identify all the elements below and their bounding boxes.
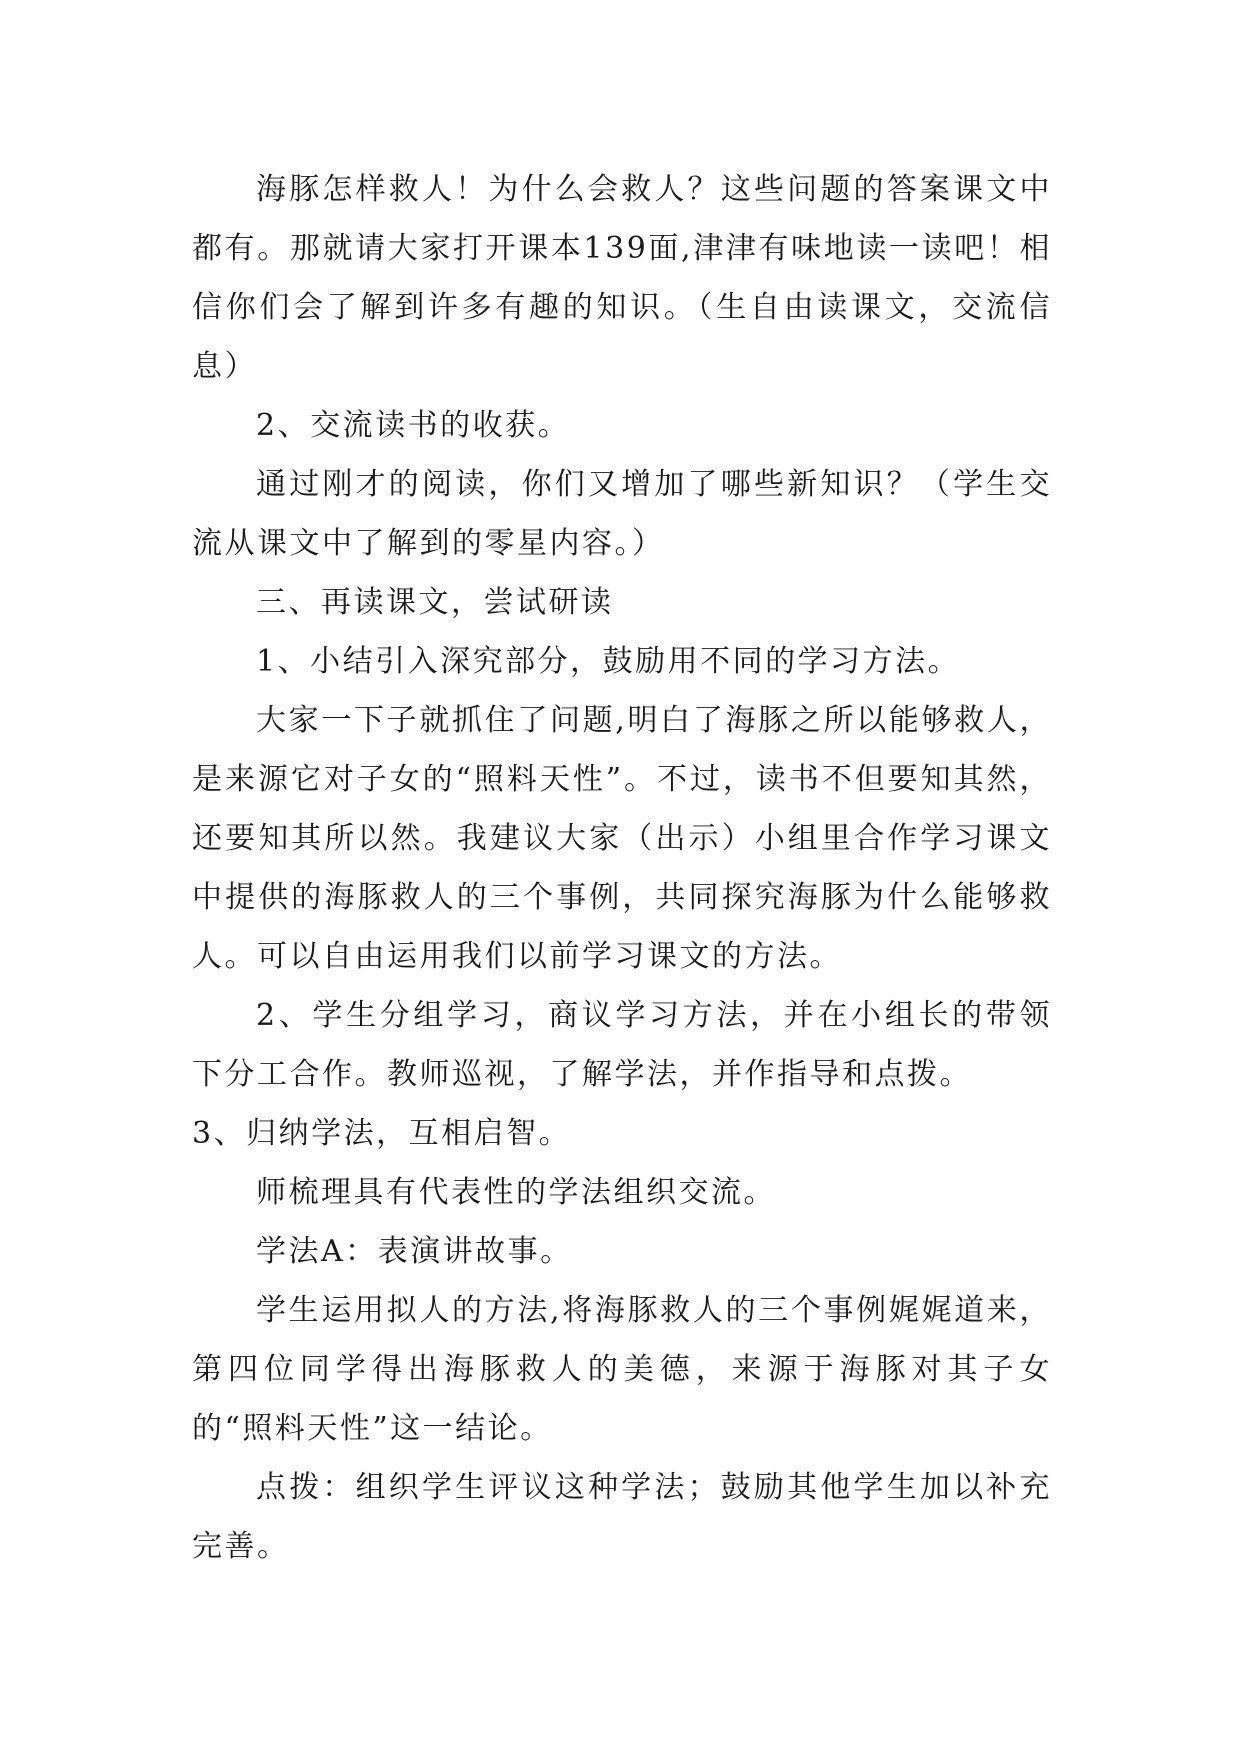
- paragraph: 点拨：组织学生评议这种学法；鼓励其他学生加以补充完善。: [192, 1470, 1052, 1564]
- section-heading: 三、再读课文，尝试研读: [256, 585, 614, 620]
- paragraph: 师梳理具有代表性的学法组织交流。: [256, 1175, 776, 1210]
- paragraph: 3、归纳学法，互相启智。: [192, 1116, 572, 1151]
- paragraph: 学生运用拟人的方法,将海豚救人的三个事例娓娓道来，第四位同学得出海豚救人的美德，来源于海豚对其子女的“照料天性”这一结论。: [192, 1293, 1052, 1446]
- paragraph: 学法A：表演讲故事。: [256, 1234, 573, 1269]
- paragraph: 2、交流读书的收获。: [256, 408, 571, 443]
- paragraph: 大家一下子就抓住了问题,明白了海豚之所以能够救人，是来源它对子女的“照料天性”。不过，读书不但要知其然，还要知其所以然。我建议大家（出示）小组里合作学习课文中提供的海豚救人的三个事例，共同探究海豚为什么能够救人。可以自由运用我们以前学习课文的方法。: [192, 703, 1052, 974]
- paragraph: 1、小结引入深究部分，鼓励用不同的学习方法。: [256, 644, 961, 679]
- paragraph: 海豚怎样救人！为什么会救人？这些问题的答案课文中都有。那就请大家打开课本139面,津津有味地读一读吧！相信你们会了解到许多有趣的知识。（生自由读课文，交流信息）: [192, 172, 1052, 384]
- paragraph: 2、学生分组学习，商议学习方法，并在小组长的带领下分工合作。教师巡视，了解学法，并作指导和点拨。: [192, 998, 1052, 1092]
- paragraph: 通过刚才的阅读，你们又增加了哪些新知识？（学生交流从课文中了解到的零星内容。）: [192, 467, 1052, 561]
- document-body: [192, 160, 1052, 1576]
